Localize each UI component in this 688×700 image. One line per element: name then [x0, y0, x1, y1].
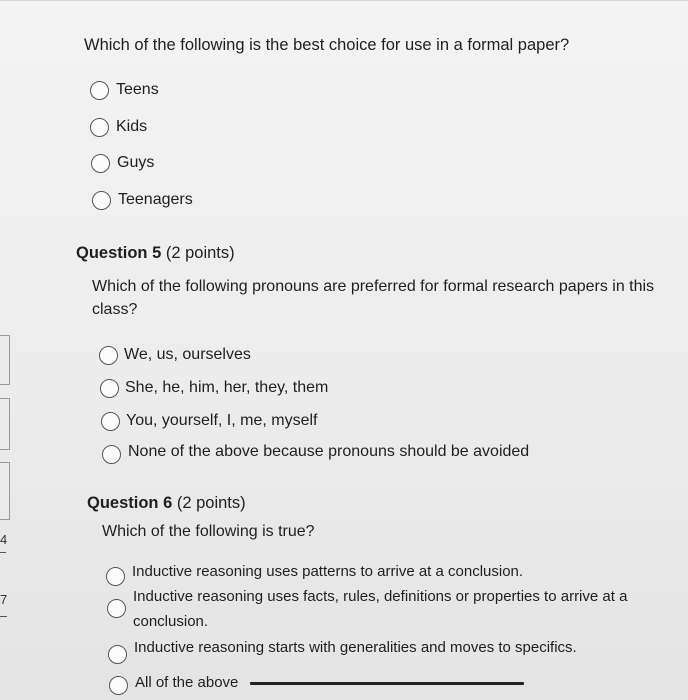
edge-number-a: 4: [0, 532, 8, 547]
radio-button[interactable]: [90, 118, 109, 137]
radio-button[interactable]: [106, 567, 125, 586]
q4-option-label: Guys: [117, 154, 155, 171]
edge-panel-1: [0, 335, 10, 385]
q4-option-label: Teens: [116, 81, 159, 98]
q5-option-label: She, he, him, her, they, them: [125, 379, 329, 396]
radio-button[interactable]: [91, 154, 110, 173]
q6-label: Question 6: [87, 494, 173, 512]
q6-option-label-line2: conclusion.: [133, 613, 209, 630]
radio-button[interactable]: [92, 191, 111, 210]
q5-option-label: You, yourself, I, me, myself: [126, 412, 318, 429]
q4-option-label: Kids: [116, 118, 148, 135]
radio-button[interactable]: [100, 379, 119, 398]
q6-option-label: Inductive reasoning uses patterns to arrive at a conclusion.: [132, 563, 524, 580]
radio-button[interactable]: [101, 412, 120, 431]
radio-button[interactable]: [99, 346, 118, 365]
q5-prompt-line1: Which of the following pronouns are preferred for formal research papers in this: [92, 278, 655, 295]
radio-button[interactable]: [102, 445, 121, 464]
q6-option-label: All of the above: [135, 674, 239, 691]
q4-prompt: Which of the following is the best choice for use in a formal paper?: [84, 36, 570, 54]
edge-tick-2: [0, 616, 7, 617]
q6-option-label: Inductive reasoning starts with generalities and moves to specifics.: [134, 639, 577, 656]
edge-panel-2: [0, 398, 10, 450]
radio-button[interactable]: [109, 676, 128, 695]
q6-heading: [87, 494, 246, 513]
q5-prompt-line2: class?: [92, 301, 138, 318]
radio-button[interactable]: [107, 599, 126, 618]
edge-panel-3: [0, 462, 10, 520]
radio-button[interactable]: [108, 645, 127, 664]
radio-button[interactable]: [90, 81, 109, 100]
q5-heading: [76, 244, 235, 263]
edge-number-b: 7: [0, 592, 8, 607]
q6-prompt: Which of the following is true?: [102, 523, 315, 540]
q5-option-label: We, us, ourselves: [124, 346, 251, 363]
q5-option-label: None of the above because pronouns should be avoided: [128, 443, 530, 460]
q5-points: (2 points): [165, 244, 235, 262]
q6-option-label-line1: Inductive reasoning uses facts, rules, definitions or properties to arrive at a: [133, 588, 628, 605]
q6-points: (2 points): [176, 494, 246, 512]
edge-tick: [0, 552, 6, 553]
decorative-underline: [250, 682, 524, 685]
q5-label: Question 5: [76, 244, 162, 262]
top-border: [0, 0, 688, 1]
q4-option-label: Teenagers: [118, 191, 193, 208]
